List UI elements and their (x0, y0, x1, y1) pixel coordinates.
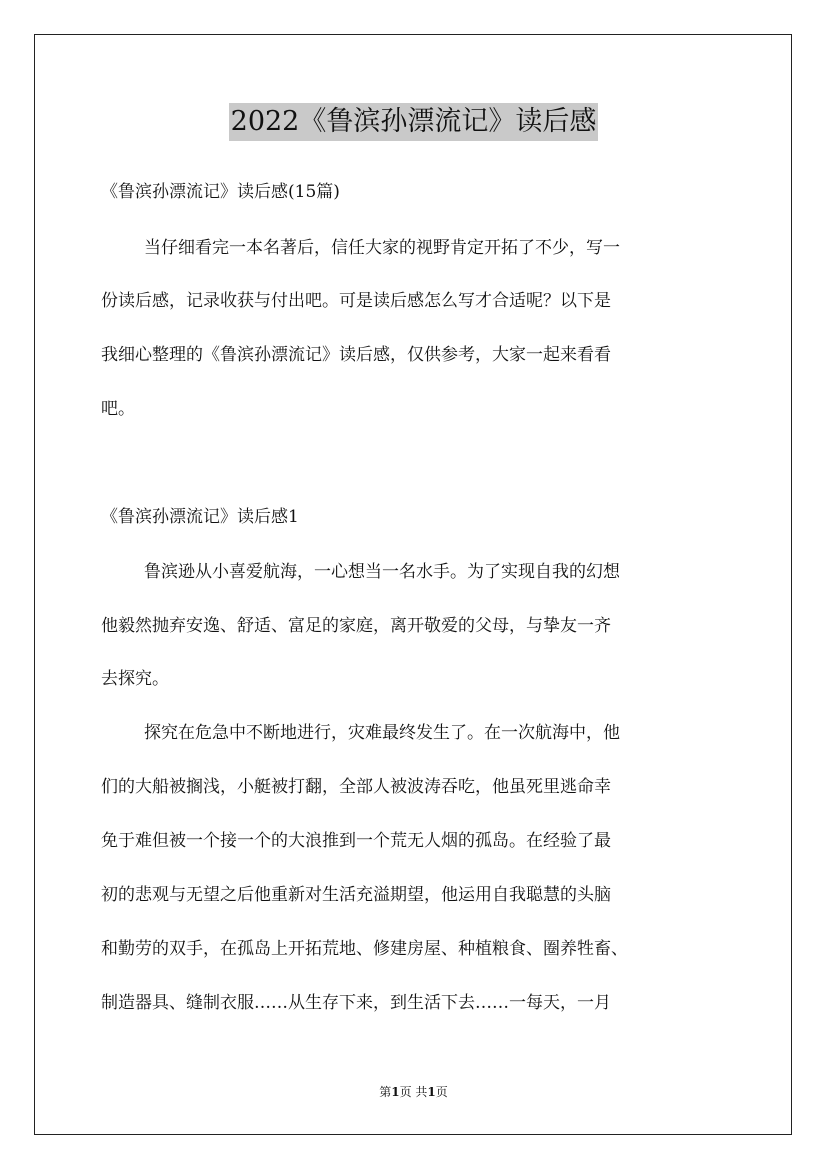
section-heading: 《鲁滨孙漂流记》读后感1 (101, 507, 299, 527)
paragraph-line: 去探究。 (101, 669, 169, 689)
paragraph-line: 和勤劳的双手，在孤岛上开拓荒地、修建房屋、种植粮食、圈养牲畜、 (101, 939, 628, 959)
paragraph-line: 吧。 (101, 399, 135, 419)
paragraph-line: 当仔细看完一本名著后，信任大家的视野肯定开拓了不少，写一 (144, 238, 620, 258)
paragraph-line: 鲁滨逊从小喜爱航海，一心想当一名水手。为了实现自我的幻想 (144, 562, 620, 582)
paragraph-line: 们的大船被搁浅，小艇被打翻，全部人被波涛吞吃，他虽死里逃命幸 (101, 777, 611, 797)
paragraph-line: 我细心整理的《鲁滨孙漂流记》读后感，仅供参考，大家一起来看看 (101, 345, 611, 365)
footer-text: 页 共 (399, 1085, 428, 1099)
footer-text: 页 (435, 1085, 448, 1099)
paragraph-line: 份读后感，记录收获与付出吧。可是读后感怎么写才合适呢？以下是 (101, 291, 611, 311)
paragraph-line: 他毅然抛弃安逸、舒适、富足的家庭，离开敬爱的父母，与挚友一齐 (101, 616, 611, 636)
page-footer (0, 1084, 827, 1100)
paragraph-line: 初的悲观与无望之后他重新对生活充溢期望，他运用自我聪慧的头脑 (101, 885, 611, 905)
paragraph-line: 免于难但被一个接一个的大浪推到一个荒无人烟的孤岛。在经验了最 (101, 831, 611, 851)
subtitle-line: 《鲁滨孙漂流记》读后感(15篇) (101, 182, 340, 202)
footer-page-current: 1 (391, 1085, 400, 1099)
paragraph-line: 探究在危急中不断地进行，灾难最终发生了。在一次航海中，他 (144, 723, 620, 743)
title-container (0, 103, 827, 141)
footer-text: 第 (379, 1085, 392, 1099)
paragraph-line: 制造器具、缝制衣服……从生存下来，到生活下去……一每天，一月 (101, 993, 611, 1013)
footer-page-total: 1 (427, 1085, 436, 1099)
document-title: 2022《鲁滨孙漂流记》读后感 (229, 103, 599, 141)
